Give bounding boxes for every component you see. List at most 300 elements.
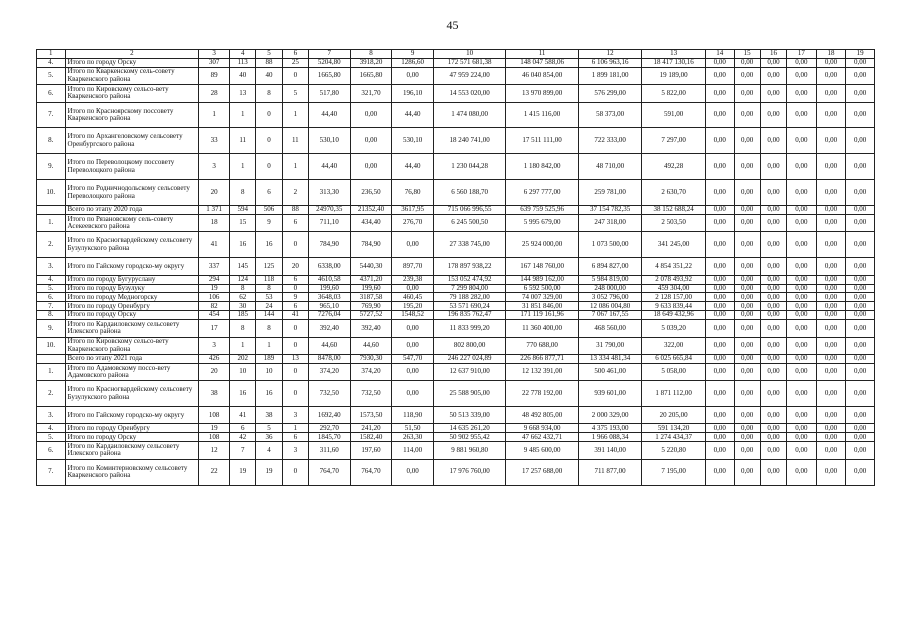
value-cell: 263,30	[392, 433, 434, 442]
value-cell: 0,00	[846, 215, 875, 232]
value-cell: 0,00	[816, 180, 846, 206]
value-cell: 711 877,00	[578, 459, 642, 485]
value-cell: 0,00	[846, 67, 875, 84]
value-cell: 19	[199, 284, 230, 293]
value-cell: 0,00	[760, 354, 786, 363]
value-cell: 259 781,00	[578, 180, 642, 206]
value-cell: 9 881 960,80	[433, 442, 505, 459]
row-label-cell: Итого по Кардаиловскому сельсовету Илекского района	[65, 320, 199, 337]
value-cell: 30	[230, 302, 256, 311]
value-cell: 0,00	[846, 433, 875, 442]
value-cell: 0,00	[392, 320, 434, 337]
value-cell: 0,00	[705, 206, 734, 215]
value-cell: 374,20	[350, 363, 392, 380]
value-cell: 2 503,50	[642, 215, 706, 232]
value-cell: 1	[199, 102, 230, 128]
value-cell: 0,00	[760, 215, 786, 232]
row-label-cell: Итого по городу Бузулуку	[65, 284, 199, 293]
value-cell: 185	[230, 311, 256, 320]
value-cell: 53	[256, 293, 282, 302]
value-cell: 42	[230, 433, 256, 442]
value-cell: 19	[199, 424, 230, 433]
value-cell: 31 790,00	[578, 337, 642, 354]
value-cell: 0,00	[734, 354, 760, 363]
value-cell: 2 078 493,92	[642, 275, 706, 284]
value-cell: 0,00	[846, 424, 875, 433]
value-cell: 0,00	[350, 154, 392, 180]
row-number-cell: 4.	[37, 424, 66, 433]
value-cell: 6 592 500,00	[506, 284, 578, 293]
value-cell: 0	[282, 363, 308, 380]
value-cell: 48 710,00	[578, 154, 642, 180]
value-cell: 0,00	[846, 232, 875, 258]
value-cell: 321,70	[350, 85, 392, 102]
value-cell: 0,00	[705, 258, 734, 275]
value-cell: 2 000 329,00	[578, 407, 642, 424]
row-label-cell: Итого по Кардаиловскому сельсовету Илекского района	[65, 442, 199, 459]
value-cell: 0,00	[734, 407, 760, 424]
value-cell: 0,00	[760, 459, 786, 485]
value-cell: 0,00	[846, 407, 875, 424]
value-cell: 0,00	[760, 363, 786, 380]
value-cell: 17 257 688,00	[506, 459, 578, 485]
column-header: 10	[433, 50, 505, 59]
value-cell: 53 571 690,24	[433, 302, 505, 311]
table-row	[37, 154, 875, 180]
row-number-cell: 7.	[37, 102, 66, 128]
table-row	[37, 206, 875, 215]
value-cell: 17 976 760,00	[433, 459, 505, 485]
row-label-cell: Итого по городу Медногорску	[65, 293, 199, 302]
value-cell: 784,90	[308, 232, 350, 258]
value-cell: 591,00	[642, 102, 706, 128]
row-number-cell	[37, 354, 66, 363]
value-cell: 322,00	[642, 337, 706, 354]
value-cell: 0,00	[734, 215, 760, 232]
value-cell: 0,00	[846, 354, 875, 363]
row-number-cell: 2.	[37, 381, 66, 407]
value-cell: 0,00	[816, 354, 846, 363]
value-cell: 5727,52	[350, 311, 392, 320]
value-cell: 38	[256, 407, 282, 424]
value-cell: 3	[199, 337, 230, 354]
value-cell: 44,40	[392, 154, 434, 180]
value-cell: 8	[230, 180, 256, 206]
row-number-cell: 1.	[37, 363, 66, 380]
value-cell: 28	[199, 85, 230, 102]
column-header: 16	[760, 50, 786, 59]
value-cell: 0,00	[705, 381, 734, 407]
value-cell: 0,00	[816, 337, 846, 354]
value-cell: 3	[282, 442, 308, 459]
value-cell: 5 220,80	[642, 442, 706, 459]
value-cell: 0,00	[734, 337, 760, 354]
value-cell: 48 492 805,00	[506, 407, 578, 424]
row-label-cell: Итого по городу Оренбургу	[65, 424, 199, 433]
value-cell: 784,90	[350, 232, 392, 258]
value-cell: 108	[199, 407, 230, 424]
value-cell: 391 140,00	[578, 442, 642, 459]
row-number-cell: 3.	[37, 407, 66, 424]
value-cell: 0,00	[760, 102, 786, 128]
row-number-cell: 6.	[37, 85, 66, 102]
value-cell: 50 902 955,42	[433, 433, 505, 442]
value-cell: 6	[256, 180, 282, 206]
value-cell: 25 588 905,00	[433, 381, 505, 407]
row-number-cell: 5.	[37, 284, 66, 293]
value-cell: 13	[282, 354, 308, 363]
value-cell: 36	[256, 433, 282, 442]
value-cell: 0,00	[734, 381, 760, 407]
value-cell: 292,70	[308, 424, 350, 433]
column-header: 12	[578, 50, 642, 59]
value-cell: 0,00	[705, 320, 734, 337]
row-number-cell: 7.	[37, 459, 66, 485]
value-cell: 8	[256, 85, 282, 102]
value-cell: 10	[256, 363, 282, 380]
value-cell: 144 989 162,00	[506, 275, 578, 284]
value-cell: 0,00	[392, 363, 434, 380]
value-cell: 0,00	[705, 442, 734, 459]
value-cell: 12	[199, 442, 230, 459]
value-cell: 0,00	[846, 128, 875, 154]
value-cell: 0,00	[787, 302, 817, 311]
value-cell: 197,60	[350, 442, 392, 459]
value-cell: 37 154 782,35	[578, 206, 642, 215]
value-cell: 0,00	[734, 206, 760, 215]
value-cell: 31 851 846,00	[506, 302, 578, 311]
value-cell: 18	[199, 215, 230, 232]
value-cell: 16	[256, 232, 282, 258]
value-cell: 0,00	[734, 232, 760, 258]
value-cell: 547,70	[392, 354, 434, 363]
value-cell: 0,00	[705, 293, 734, 302]
row-label-cell: Итого по Переволоцкому поссовету Переволоцкого района	[65, 154, 199, 180]
value-cell: 12 086 004,80	[578, 302, 642, 311]
value-cell: 248 000,00	[578, 284, 642, 293]
value-cell: 14 553 020,00	[433, 85, 505, 102]
value-cell: 8	[230, 284, 256, 293]
value-cell: 20	[199, 180, 230, 206]
table-row	[37, 102, 875, 128]
value-cell: 33	[199, 128, 230, 154]
value-cell: 1573,50	[350, 407, 392, 424]
value-cell: 0,00	[787, 424, 817, 433]
value-cell: 0,00	[760, 180, 786, 206]
value-cell: 9 668 934,00	[506, 424, 578, 433]
value-cell: 639 759 525,96	[506, 206, 578, 215]
value-cell: 0,00	[705, 302, 734, 311]
value-cell: 0,00	[787, 232, 817, 258]
row-number-cell: 6.	[37, 293, 66, 302]
value-cell: 0,00	[734, 128, 760, 154]
value-cell: 0,00	[846, 58, 875, 67]
row-label-cell: Итого по городу Бугуруслану	[65, 275, 199, 284]
value-cell: 1665,80	[350, 67, 392, 84]
row-number-cell: 9.	[37, 154, 66, 180]
value-cell: 276,70	[392, 215, 434, 232]
value-cell: 3918,20	[350, 58, 392, 67]
value-cell: 236,50	[350, 180, 392, 206]
value-cell: 0,00	[816, 320, 846, 337]
value-cell: 0,00	[787, 354, 817, 363]
value-cell: 0,00	[734, 424, 760, 433]
value-cell: 15	[230, 215, 256, 232]
value-cell: 7	[230, 442, 256, 459]
value-cell: 769,90	[350, 302, 392, 311]
value-cell: 3648,03	[308, 293, 350, 302]
value-cell: 6 106 963,16	[578, 58, 642, 67]
value-cell: 0,00	[846, 293, 875, 302]
value-cell: 6 297 777,00	[506, 180, 578, 206]
value-cell: 0,00	[705, 354, 734, 363]
row-number-cell: 7.	[37, 302, 66, 311]
value-cell: 0,00	[760, 311, 786, 320]
value-cell: 226 866 877,71	[506, 354, 578, 363]
value-cell: 711,10	[308, 215, 350, 232]
row-label-cell: Итого по городу Оренбургу	[65, 302, 199, 311]
value-cell: 88	[282, 206, 308, 215]
value-cell: 460,45	[392, 293, 434, 302]
value-cell: 0,00	[760, 154, 786, 180]
row-number-cell: 6.	[37, 442, 66, 459]
value-cell: 20	[282, 258, 308, 275]
column-header: 15	[734, 50, 760, 59]
value-cell: 18 240 741,00	[433, 128, 505, 154]
value-cell: 0,00	[816, 311, 846, 320]
row-label-cell: Всего по этапу 2021 года	[65, 354, 199, 363]
value-cell: 1 415 116,00	[506, 102, 578, 128]
value-cell: 294	[199, 275, 230, 284]
value-cell: 3187,58	[350, 293, 392, 302]
value-cell: 0,00	[787, 206, 817, 215]
value-cell: 8	[256, 320, 282, 337]
value-cell: 13 334 481,34	[578, 354, 642, 363]
value-cell: 11	[282, 128, 308, 154]
value-cell: 0,00	[734, 442, 760, 459]
table-row	[37, 232, 875, 258]
value-cell: 17 511 111,00	[506, 128, 578, 154]
value-cell: 0,00	[846, 85, 875, 102]
value-cell: 0,00	[816, 232, 846, 258]
value-cell: 0,00	[705, 67, 734, 84]
value-cell: 24970,35	[308, 206, 350, 215]
value-cell: 0,00	[816, 258, 846, 275]
column-header: 7	[308, 50, 350, 59]
value-cell: 0	[256, 102, 282, 128]
value-cell: 1 230 044,28	[433, 154, 505, 180]
value-cell: 0,00	[760, 258, 786, 275]
value-cell: 41	[282, 311, 308, 320]
value-cell: 1	[230, 337, 256, 354]
value-cell: 770 688,00	[506, 337, 578, 354]
value-cell: 178 897 938,22	[433, 258, 505, 275]
value-cell: 0,00	[787, 381, 817, 407]
value-cell: 434,40	[350, 215, 392, 232]
value-cell: 0,00	[734, 258, 760, 275]
value-cell: 0,00	[760, 433, 786, 442]
value-cell: 7276,04	[308, 311, 350, 320]
table-row	[37, 284, 875, 293]
table-row	[37, 381, 875, 407]
row-number-cell: 10.	[37, 337, 66, 354]
value-cell: 0,00	[787, 275, 817, 284]
value-cell: 0,00	[816, 275, 846, 284]
value-cell: 0,00	[734, 311, 760, 320]
value-cell: 1845,70	[308, 433, 350, 442]
value-cell: 16	[230, 232, 256, 258]
value-cell: 0	[282, 459, 308, 485]
value-cell: 492,28	[642, 154, 706, 180]
value-cell: 0,00	[846, 311, 875, 320]
value-cell: 145	[230, 258, 256, 275]
column-header: 18	[816, 50, 846, 59]
value-cell: 0,00	[787, 293, 817, 302]
value-cell: 0,00	[816, 102, 846, 128]
value-cell: 313,30	[308, 180, 350, 206]
value-cell: 1	[256, 337, 282, 354]
value-cell: 454	[199, 311, 230, 320]
value-cell: 20 205,00	[642, 407, 706, 424]
value-cell: 0,00	[705, 275, 734, 284]
table-row	[37, 215, 875, 232]
value-cell: 46 040 854,00	[506, 67, 578, 84]
value-cell: 0,00	[816, 58, 846, 67]
value-cell: 5	[282, 85, 308, 102]
value-cell: 506	[256, 206, 282, 215]
value-cell: 0,00	[787, 337, 817, 354]
value-cell: 722 333,00	[578, 128, 642, 154]
row-label-cell: Всего по этапу 2020 года	[65, 206, 199, 215]
table-row	[37, 424, 875, 433]
table-row	[37, 442, 875, 459]
value-cell: 0,00	[734, 154, 760, 180]
value-cell: 0,00	[705, 58, 734, 67]
value-cell: 0,00	[734, 67, 760, 84]
value-cell: 4 375 193,00	[578, 424, 642, 433]
value-cell: 199,60	[350, 284, 392, 293]
value-cell: 24	[256, 302, 282, 311]
value-cell: 5	[256, 424, 282, 433]
value-cell: 20	[199, 363, 230, 380]
value-cell: 202	[230, 354, 256, 363]
column-header: 17	[787, 50, 817, 59]
row-number-cell: 8.	[37, 311, 66, 320]
value-cell: 4610,58	[308, 275, 350, 284]
value-cell: 0,00	[760, 284, 786, 293]
value-cell: 6	[230, 424, 256, 433]
value-cell: 47 662 432,71	[506, 433, 578, 442]
value-cell: 6 894 827,00	[578, 258, 642, 275]
table-row	[37, 293, 875, 302]
value-cell: 939 601,00	[578, 381, 642, 407]
value-cell: 1286,60	[392, 58, 434, 67]
value-cell: 41	[199, 232, 230, 258]
value-cell: 594	[230, 206, 256, 215]
value-cell: 125	[256, 258, 282, 275]
value-cell: 40	[256, 67, 282, 84]
value-cell: 1 180 842,00	[506, 154, 578, 180]
table-row	[37, 433, 875, 442]
value-cell: 337	[199, 258, 230, 275]
value-cell: 144	[256, 311, 282, 320]
value-cell: 0,00	[787, 58, 817, 67]
value-cell: 0,00	[787, 102, 817, 128]
column-header: 2	[65, 50, 199, 59]
value-cell: 21352,40	[350, 206, 392, 215]
value-cell: 0	[282, 337, 308, 354]
value-cell: 0	[282, 67, 308, 84]
row-number-cell: 9.	[37, 320, 66, 337]
value-cell: 0,00	[816, 206, 846, 215]
value-cell: 11 360 400,00	[506, 320, 578, 337]
value-cell: 0,00	[846, 381, 875, 407]
value-cell: 38	[199, 381, 230, 407]
value-cell: 392,40	[308, 320, 350, 337]
table-row	[37, 302, 875, 311]
value-cell: 74 007 329,00	[506, 293, 578, 302]
value-cell: 3	[199, 154, 230, 180]
value-cell: 241,20	[350, 424, 392, 433]
value-cell: 0,00	[816, 363, 846, 380]
value-cell: 0,00	[816, 85, 846, 102]
row-label-cell: Итого по Архангеловскому сельсовету Оренбургского района	[65, 128, 199, 154]
value-cell: 62	[230, 293, 256, 302]
value-cell: 0,00	[705, 284, 734, 293]
column-header: 11	[506, 50, 578, 59]
value-cell: 0,00	[787, 180, 817, 206]
value-cell: 1 274 434,37	[642, 433, 706, 442]
value-cell: 0,00	[760, 424, 786, 433]
value-cell: 0,00	[705, 128, 734, 154]
column-header: 1	[37, 50, 66, 59]
value-cell: 3	[282, 407, 308, 424]
table-row	[37, 58, 875, 67]
value-cell: 58 373,00	[578, 102, 642, 128]
value-cell: 1	[282, 424, 308, 433]
value-cell: 0,00	[760, 293, 786, 302]
row-number-cell: 5.	[37, 67, 66, 84]
value-cell: 374,20	[308, 363, 350, 380]
value-cell: 7 297,00	[642, 128, 706, 154]
value-cell: 3617,95	[392, 206, 434, 215]
value-cell: 50 513 339,00	[433, 407, 505, 424]
value-cell: 1548,52	[392, 311, 434, 320]
table-row	[37, 85, 875, 102]
value-cell: 3 052 796,00	[578, 293, 642, 302]
value-cell: 0,00	[846, 275, 875, 284]
value-cell: 0,00	[734, 459, 760, 485]
value-cell: 113	[230, 58, 256, 67]
value-cell: 0,00	[787, 284, 817, 293]
value-cell: 79 188 282,00	[433, 293, 505, 302]
value-cell: 5440,30	[350, 258, 392, 275]
column-header: 5	[256, 50, 282, 59]
table-row	[37, 320, 875, 337]
value-cell: 0,00	[760, 232, 786, 258]
value-cell: 0,00	[787, 442, 817, 459]
value-cell: 0,00	[760, 407, 786, 424]
value-cell: 27 338 745,00	[433, 232, 505, 258]
value-cell: 0,00	[705, 407, 734, 424]
table-row	[37, 258, 875, 275]
value-cell: 0,00	[705, 363, 734, 380]
value-cell: 0,00	[787, 215, 817, 232]
row-number-cell: 4.	[37, 58, 66, 67]
table-row	[37, 180, 875, 206]
value-cell: 47 959 224,00	[433, 67, 505, 84]
value-cell: 0,00	[705, 424, 734, 433]
